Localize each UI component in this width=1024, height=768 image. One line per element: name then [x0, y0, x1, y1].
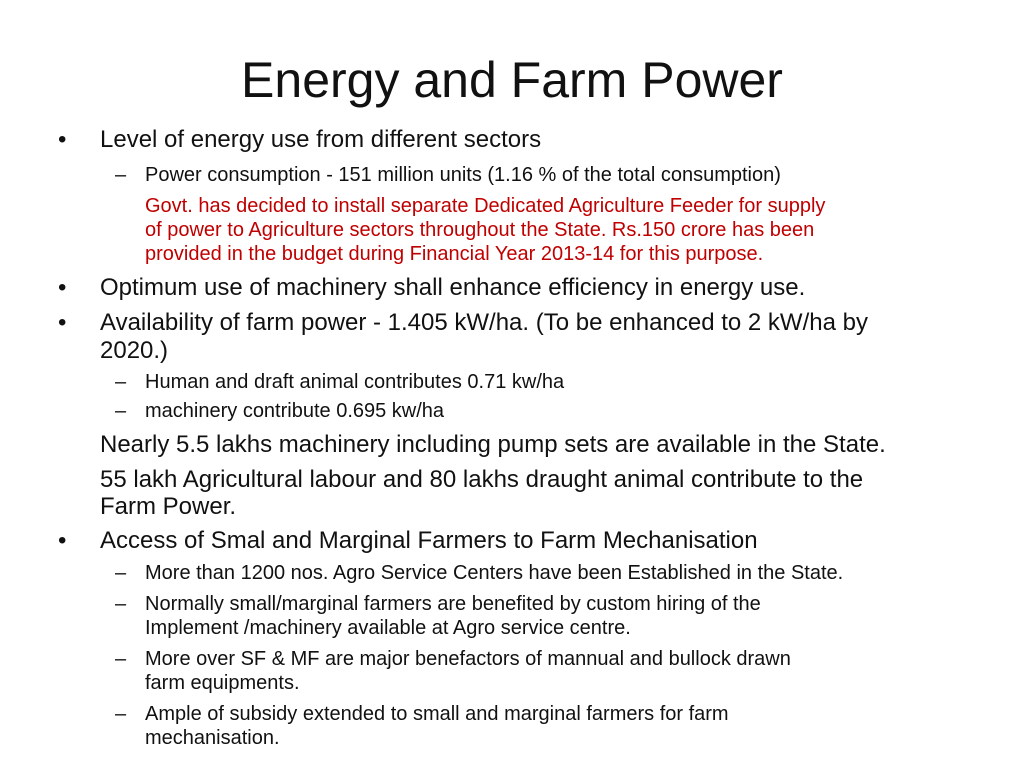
dash-marker: – — [115, 648, 127, 670]
bullet-farm-power-line-2: 2020.) — [100, 337, 169, 364]
sub-custom-hiring-line-1: Normally small/marginal farmers are benefited by custom hiring of the — [145, 593, 761, 615]
sub-agro-service-centers: More than 1200 nos. Agro Service Centers have been Established in the State. — [145, 562, 844, 584]
dash-marker: – — [115, 562, 127, 584]
sub-subsidy-line-1: Ample of subsidy extended to small and marginal farmers for farm — [145, 703, 729, 725]
slide-title: Energy and Farm Power — [241, 52, 783, 108]
bullet-marker: • — [58, 309, 67, 336]
sub-benefactors-line-2: farm equipments. — [145, 672, 300, 694]
para-labour-line-1: 55 lakh Agricultural labour and 80 lakhs draught animal contribute to the — [100, 466, 864, 493]
bullet-access-mechanisation: Access of Smal and Marginal Farmers to Farm Mechanisation — [100, 527, 758, 554]
bullet-marker: • — [58, 126, 67, 153]
bullet-marker: • — [58, 274, 67, 301]
sub-benefactors-line-1: More over SF & MF are major benefactors of mannual and bullock drawn — [145, 648, 791, 670]
note-feeder-line-1: Govt. has decided to install separate Dedicated Agriculture Feeder for supply — [145, 195, 826, 217]
note-feeder-line-3: provided in the budget during Financial Year 2013-14 for this purpose. — [145, 243, 764, 265]
dash-marker: – — [115, 371, 127, 393]
sub-machinery-contribute: machinery contribute 0.695 kw/ha — [145, 400, 445, 422]
bullet-optimum-machinery: Optimum use of machinery shall enhance efficiency in energy use. — [100, 274, 806, 301]
sub-power-consumption: Power consumption - 151 million units (1.16 % of the total consumption) — [145, 164, 781, 186]
para-labour-line-2: Farm Power. — [100, 493, 237, 520]
sub-subsidy-line-2: mechanisation. — [145, 727, 280, 749]
dash-marker: – — [115, 400, 127, 422]
bullet-energy-use: Level of energy use from different sectors — [100, 126, 542, 153]
sub-human-draft-animal: Human and draft animal contributes 0.71 kw/ha — [145, 371, 565, 393]
dash-marker: – — [115, 164, 127, 186]
dash-marker: – — [115, 593, 127, 615]
bullet-farm-power-line-1: Availability of farm power - 1.405 kW/ha. (To be enhanced to 2 kW/ha by — [100, 309, 868, 336]
sub-custom-hiring-line-2: Implement /machinery available at Agro service centre. — [145, 617, 631, 639]
dash-marker: – — [115, 703, 127, 725]
bullet-marker: • — [58, 527, 67, 554]
note-feeder-line-2: of power to Agriculture sectors throughout the State. Rs.150 crore has been — [145, 219, 815, 241]
para-pump-sets: Nearly 5.5 lakhs machinery including pump sets are available in the State. — [100, 431, 886, 458]
